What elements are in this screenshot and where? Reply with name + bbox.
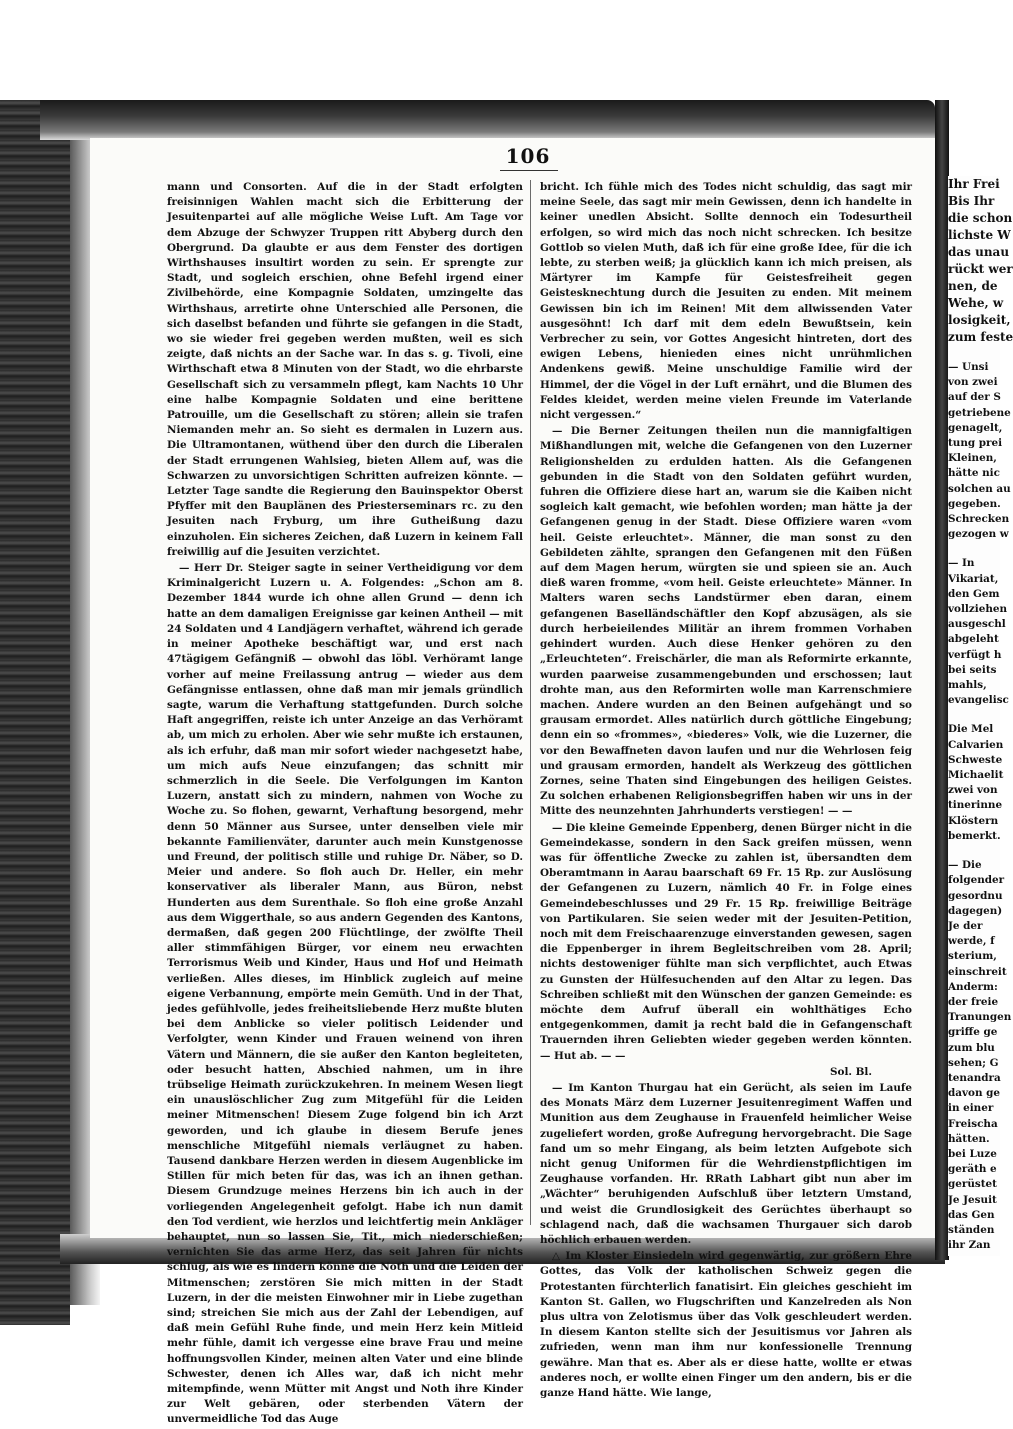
next-page-line: bei Luze xyxy=(948,1147,997,1160)
next-page-line: Bis Ihr xyxy=(948,194,995,208)
next-page-line: werde, f xyxy=(948,935,995,948)
left-column xyxy=(167,180,523,1429)
next-page-line: ihr Zan xyxy=(948,1239,991,1252)
next-page-line: vollziehen xyxy=(948,603,1008,616)
next-page-line: ausgeschl xyxy=(948,618,1006,631)
next-page-line: evangelisc xyxy=(948,694,1009,707)
next-page-line: Tranungen xyxy=(948,1011,1012,1024)
paragraph: bricht. Ich fühle mich des Todes nicht schuldig, das sagt mir meine Seele, das sagt mir mein Gewissen, denn ich handelte in keiner unedlen Absicht. Sollte dennoch ein Todesurtheil erfolgen, so wird mich das noch nicht schrecken. Ich besitze Gottlob so vielen Muth, daß ich für eine große Idee, für die ich lebte, zu sterben weiß; ja glücklich kann ich mich preisen, als Märtyrer im Kampfe für Geistesfreiheit gegen Geistesknechtung durch die Jesuiten zu enden. Mit meinem Gewissen bin ich im Reinen! Mit dem allwissenden Vater ausgesöhnt! Ich darf mit dem edeln Bewußtsein, kein Verbrecher zu sein, vor Gottes Angesicht hintreten, dort des ewigen Lebens, hienieden eines nicht unrühmlichen Andenkens gewiß. Meine unschuldige Familie wird der Himmel, der die Vögel in der Luft ernährt, und die Blumen des Feldes kleidet, werden meine vielen Freunde im Vaterlande nicht vergessen.“ xyxy=(540,181,912,422)
next-page-line: hätten. xyxy=(948,1132,990,1145)
next-page-line: das Gen xyxy=(948,1208,995,1221)
next-page-line: — Die xyxy=(948,859,982,872)
next-page-line: Calvarien xyxy=(948,738,1004,751)
next-page-line: solchen au xyxy=(948,482,1011,495)
next-page-line: Vikariat, xyxy=(948,572,999,585)
next-page-line: bemerkt. xyxy=(948,829,1001,842)
next-page-line: Anderm: xyxy=(948,980,998,993)
next-page-line: dagegen) xyxy=(948,904,1003,917)
next-page-line: abgeleht xyxy=(948,633,999,646)
next-page-line: gesordnu xyxy=(948,889,1003,902)
paragraph: mann und Consorten. Auf die in der Stadt erfolgten freisinnigen Wahlen macht sich die Erbitterung der Jesuitenpartei auf alle mögliche Weise Luft. Am Tage vor dem Abzuge der Schwyzer Truppen ritt Abyberg durch den Obergrund. Da glaubte er aus dem Fenster des dortigen Wirthshauses insultirt worden zu sein. Er sprengte zur Stadt, und sogleich erschien, ohne Befehl irgend einer Zivilbehörde, eine Kompagnie Soldaten, umzingelte das Wirthshaus, arretirte ohne Unterschied alle Personen, die sich daselbst befanden und führte sie gefangen in die Stadt, wo sie wieder frei gegeben werden mußten, weil es sich zeigte, daß nichts an der Sache war. In das s. g. Tivoli, eine Wirthschaft etwa 8 Minuten von der Stadt, wo die ehrbarste Gesellschaft sich zu versammeln pflegt, kam Nachts 10 Uhr eine halbe Kompagnie Soldaten und eine berittene Patrouille, um die Gesellschaft zu stören; allein sie trafen Niemanden mehr an. So sieht es dermalen in Luzern aus. Die Ultramontanen, wüthend über den durch die Liberalen der Stadt errungenen Wahlsieg, bieten Allem auf, was die Schwarzen zu unvorsichtigen Schritten aufreizen könnte. — Letzter Tage sandte die Regierung den Bauinspektor Oberst Pfyffer mit den Bauplänen des Priesterseminars rc. zu den Jesuiten nach Fryburg, um ihre Gutheißung dazu einzuholen. Ein sicheres Zeichen, daß Luzern in keinem Fall freiwillig auf die Jesuiten verzichtet. xyxy=(167,181,523,558)
next-page-line: lichste W xyxy=(948,228,1011,242)
paragraph: — Im Kanton Thurgau hat ein Gerücht, als seien im Laufe des Monats März dem Luzerner Jesuitenregiment Waffen und Munition aus dem Zeughause in Frauenfeld heimlicher Weise zugeliefert worden, große Aufregung hervorgebracht. Die Sage fand um so mehr Eingang, als beim letzten Aufgebote sich nicht genug Uniformen für die Wehrdienstpflichtigen im Zeughause vorfanden. Hr. RRath Labhart gibt nun aber im „Wächter“ beruhigenden Aufschluß über letztern Umstand, und weist die Grundlosigkeit des Gerüchtes überhaupt so schlagend nach, daß die wachsamen Thurgauer sich darob höchlich erbauen werden. xyxy=(540,1081,912,1247)
paragraph: — Die Berner Zeitungen theilen nun die mannigfaltigen Mißhandlungen mit, welche die Gefangenen von den Luzerner Religionshelden zu erdulden hatten. Als die Gefangenen gebunden in die Stadt von den Soldaten geführt wurden, fuhren die Offiziere diese hart an, warum sie die Kaiben nicht sogleich kalt gemacht, wie befohlen worden; man hätte ja der Gefangenen genug in der Stadt. Diese Offiziere waren «vom heil. Geiste erleuchtet». Männer, die man sonst zu den Gebildeten zählte, sprangen den Gefangenen mit den Füßen auf dem Magen herum, würgten sie und spieen sie an. Auch dieß waren fromme, «vom heil. Geiste erleuchtete» Männer. In Malters waren sechs Landstürmer eben daran, einem gefangenen Baselländschäftler den Kopf abzusägen, als sie durch herbeieilendes Militär an ihrem frommen Vorhaben gehindert wurden. Auch diese Henker gehören zu den „Erleuchteten“. Freischärler, die man als Reformirte erkannte, wurden paarweise zusammengebunden und erschossen; laut drohte man, aus den Reformirten wolle man Karrenschmiere machen. Andere wurden an den Beinen aufgehängt und so grausam ermordet. Alles natürlich durch göttliche Eingebung; denn ein so «frommes», «biederes» Volk, wie die Luzerner, die vor den Bewaffneten davon laufen und nur die Wehrlosen feig und grausam ermorden, handelt als Werkzeug des göttlichen Zornes, seine Thaten sind Eingebungen des heiligen Geistes. Zu solchen erhabenen Religionsbegriffen haben wir uns in der Mitte des neunzehnten Jahrhunderts verstiegen! — — xyxy=(540,425,912,818)
next-page-line: Je der xyxy=(948,919,983,932)
next-page-line: Ihr Frei xyxy=(948,177,1000,191)
next-page-line: genagelt, xyxy=(948,421,1003,434)
next-page-line: Schrecken xyxy=(948,513,1010,526)
next-page-line: davon ge xyxy=(948,1087,1001,1100)
next-page-line: tinerinne xyxy=(948,799,1003,812)
column-divider xyxy=(530,180,531,1225)
next-page-fragment xyxy=(948,176,1013,1256)
source-signature: Sol. Bl. xyxy=(830,1065,872,1078)
paragraph: — Die kleine Gemeinde Eppenberg, denen Bürger nicht in die Gemeindekasse, sondern in den Sack greifen müssen, wenn was für öffentliche Zwecke zu zahlen ist, übersandten dem Oberamtmann in Aarau baarschaft 69 Fr. 15 Rp. zur Auslösung der Gefangenen zu Luzern, nämlich 40 Fr. in Folge eines Gemeindebeschlusses und 29 Fr. 15 Rp. freiwillige Beiträge von Partikularen. Sie seien weder mit der Jesuiten-Petition, noch mit dem Freischaarenzuge einverstanden gewesen, sagen die Eppenberger in ihrem Begleitschreiben vom 28. April; nichts destoweniger fühlte man sich verpflichtet, auch Etwas zu Gunsten der Hülfesuchenden auf den Altar zu legen. Das Schreiben schließt mit den Wünschen der ganzen Gemeinde: es möchte dem Aufruf überall ein wohlthätiges Echo entgegenkommen, damit ja recht bald die in Gefangenschaft Trauernden ihren Geliebten wieder gegeben werden könnten. — Hut ab. — — xyxy=(540,821,912,1062)
next-page-line: Schweste xyxy=(948,753,1003,766)
next-page-line: das unau xyxy=(948,245,1010,259)
book-spine xyxy=(935,100,949,1260)
next-page-line: zum blu xyxy=(948,1041,995,1054)
next-page-line: Die Mel xyxy=(948,723,994,736)
paragraph: △ Im Kloster Einsiedeln wird gegenwärtig, zur größern Ehre Gottes, das Volk der katholischen Schweiz gegen die Protestanten fürchterlich fanatisirt. Ein gleiches geschieht im Kanton St. Gallen, wo Flugschriften und Kanzelreden als Non plus ultra von Zelotismus über das Volk geschleudert werden. In diesem Kanton stellte sich der Jesuitismus vor Jahren als zufrieden, wenn man ihm nur konfessionelle Trennung gewähre. Man that es. Aber als er diese hatte, wollte er etwas anderes noch, er wollte einen Finger um den andern, bis er die ganze Hand hätte. Wie lange, xyxy=(540,1250,912,1400)
next-page-line: Freischa xyxy=(948,1117,998,1130)
next-page-line: auf der S xyxy=(948,391,1001,404)
next-page-line: einschreit xyxy=(948,965,1007,978)
next-page-line: tung prei xyxy=(948,437,1003,450)
right-column xyxy=(540,180,912,1402)
page-number: 106 xyxy=(505,144,551,168)
next-page-line: griffe ge xyxy=(948,1026,998,1039)
next-page-line: zum feste xyxy=(948,330,1013,344)
next-page-line: die schon xyxy=(948,211,1013,225)
next-page-line: — In xyxy=(948,557,975,570)
next-page-line: zwei von xyxy=(948,784,998,797)
next-page-line: sterium, xyxy=(948,950,997,963)
book-edge-left xyxy=(0,100,70,1325)
next-page-line: — Unsi xyxy=(948,361,989,373)
next-page-line: geräth e xyxy=(948,1163,997,1176)
next-page-line: verfügt h xyxy=(948,648,1002,661)
next-page-line: gerüstet xyxy=(948,1178,997,1191)
next-page-line: Je Jesuit xyxy=(948,1193,997,1206)
next-page-line: getriebene xyxy=(948,406,1011,419)
next-page-line: bei seits xyxy=(948,663,997,676)
next-page-line: von zwei xyxy=(948,376,998,389)
next-page-line: losigkeit, xyxy=(948,313,1011,327)
next-page-line: Kleinen, xyxy=(948,452,997,465)
next-page-line: Michaelit xyxy=(948,769,1004,782)
paragraph: — Herr Dr. Steiger sagte in seiner Vertheidigung vor dem Kriminalgericht Luzern u. A. Folgendes: „Schon am 8. Dezember 1844 wurde ich ohne allen Grund — denn ich hatte an dem damaligen Ereignisse gar keinen Antheil — mit 24 Soldaten und 4 Landjägern verhaftet, während ich gerade in meiner Apotheke beschäftigt war, und erst nach 47tägigem Gefängniß — obwohl das löbl. Verhöramt lange vorher auf meine Freilassung antrug — wieder aus dem Gefängnisse entlassen, ohne daß man mir jemals gründlich sagte, warum die Verhaftung stattgefunden. Durch solche Haft angegriffen, reiste ich unter Anzeige an das Verhöramt ab, um mich zu erholen. Aber wie sehr mußte ich erstaunen, als ich erfuhr, daß man mir sofort wieder nachgesetzt habe, um mich aufs Neue einzufangen; das schnitt mir schmerzlich in die Seele. Die Verfolgungen im Kanton Luzern, anstatt sich zu mindern, nahmen von Woche zu Woche zu. So flohen, gewarnt, Verhaftung besorgend, mehr denn 50 Männer aus Sursee, unter denselben viele mir bekannte Familienväter, darunter auch mein Kunstgenosse und Freund, der politisch stille und ruhige Dr. Näber, so D. Meier und andere. So floh auch Dr. Heller, ein mehr konservativer als liberaler Mann, aus Büron, nebst Hunderten aus dem Surenthale. So floh eine große Anzahl aus dem Wiggerthale, so aus andern Gegenden des Kantons, dermaßen, daß gegen 200 Flüchtlinge, der zwölfte Theil aller stimmfähigen Bürger, vor einem neu erwachten Terrorismus Weib und Kinder, Haus und Hof und Heimath verließen. Alles dieses, im Hinblick zugleich auf meine eigene Verbannung, empörte mein Gemüth. Und in der That, jedes gefühlvolle, jedes freiheitsliebende Herz mußte bluten bei dem Anblicke so vieler politisch Leidender und Verfolgter, wenn Kinder und Frauen weinend von ihren Vätern und Männern, die sie außer den Kanton begleiteten, oder besucht hatten, Abschied nahmen, um in ihre trübselige Heimath zurückzukehren. In meinem Wesen liegt ein unauslöschlicher Zug zum Mitgefühl für die Leiden meiner Mitmenschen! Diesem Zuge folgend bin ich Arzt geworden, und ich glaube in diesem Berufe jenes menschliche Mitgefühl niemals verläugnet zu haben. Tausend dankbare Herzen werden in diesem Augenblicke im Stillen für mich beten für das, was ich an ihnen gethan. Diesem Grundzuge meines Herzens bin ich auch in der vorliegenden Angelegenheit gefolgt. Habe ich nun damit den Tod verdient, wie herzlos und leichtfertig mein Ankläger behauptet, nun so lassen Sie, Tit., mich niederschießen; vernichten Sie das arme Herz, das seit Jahren für nichts schlug, als wie es lindern könne die Noth und die Leiden der Mitmenschen; zerstören Sie mich mitten in der Stadt Luzern, in der die meisten Einwohner mir in Liebe zugethan sind; streichen Sie mich aus der Zahl der Lebendigen, auf daß mein Gefühl Ruhe finde, und mein Herz kein Mitleid mehr fühle, damit ich vergesse eine brave Frau und meine hoffnungsvollen Kinder, meinen alten Vater und eine blinde Schwester, denen ich Alles war, daß ich nicht mehr mitempfinde, wenn Mütter mit Angst und Noth ihre Kinder zur Welt gebären, oder sterbenden Vätern der unvermeidliche Tod das Auge xyxy=(167,562,523,1426)
next-page-line: rückt wer xyxy=(948,262,1013,276)
next-page-line: in einer xyxy=(948,1102,994,1115)
next-page-line: ständen xyxy=(948,1223,995,1236)
next-page-line: Wehe, w xyxy=(948,296,1004,310)
next-page-line: mahls, xyxy=(948,679,987,692)
book-edge-top xyxy=(40,100,935,140)
next-page-line: folgender xyxy=(948,874,1005,887)
next-page-line: tenandra xyxy=(948,1071,1001,1084)
next-page-line: Klöstern xyxy=(948,814,999,827)
next-page-line: nen, de xyxy=(948,279,998,293)
next-page-line: gegeben. xyxy=(948,497,1001,510)
next-page-line: den Gem xyxy=(948,587,1000,600)
next-page-line: gezogen w xyxy=(948,528,1009,541)
page-number-rule xyxy=(500,170,558,171)
next-page-line: der freie xyxy=(948,995,999,1008)
next-page-line: hätte nic xyxy=(948,467,1000,480)
next-page-line: sehen; G xyxy=(948,1056,999,1069)
